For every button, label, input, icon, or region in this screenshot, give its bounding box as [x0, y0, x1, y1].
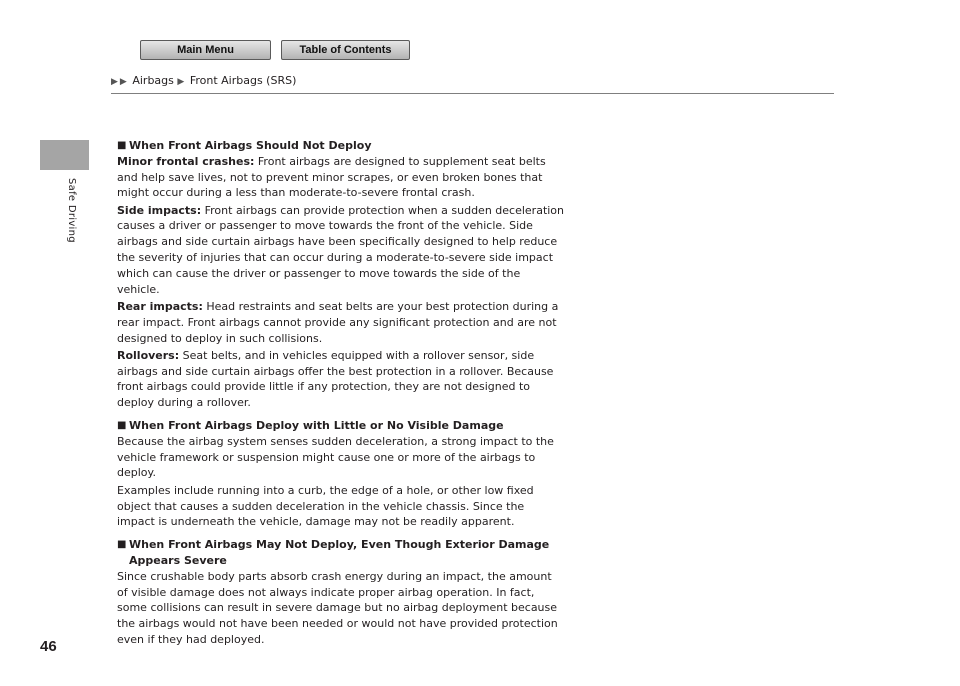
table-of-contents-button[interactable]: Table of Contents [281, 40, 410, 60]
term-label: Rollovers: [117, 348, 180, 362]
breadcrumb [111, 74, 296, 87]
paragraph [117, 348, 565, 411]
paragraph: Because the airbag system senses sudden deceleration, a strong impact to the vehicle framework or suspension might cause one or more of the airbags to deploy. [117, 434, 554, 480]
breadcrumb-arrow-icon: ▶ [111, 77, 118, 87]
paragraph: Since crushable body parts absorb crash energy during an impact, the amount of visible damage does not always indicate proper airbag operation. In fact, some collisions can result in severe damage but no airbag deployment because the airbags would not have been needed or would not have provided protection even if they had deployed. [117, 569, 558, 646]
breadcrumb-arrow-icon: ▶ [119, 77, 127, 87]
paragraph [117, 154, 565, 201]
breadcrumb-arrow-icon: ▶ [177, 77, 185, 87]
breadcrumb-item-airbags[interactable]: Airbags [132, 74, 174, 87]
square-bullet-icon: ■ [117, 420, 127, 432]
section-heading-text: When Front Airbags Deploy with Little or No Visible Damage [129, 419, 504, 433]
square-bullet-icon: ■ [117, 539, 127, 551]
section-label: Safe Driving [66, 178, 77, 243]
section-heading-text: When Front Airbags May Not Deploy, Even Though Exterior Damage Appears Severe [129, 538, 550, 567]
paragraph-text: Front airbags are designed to supplement seat belts and help save lives, not to prevent minor scrapes, or even broken bones that might occur during a less than moderate-to-severe frontal crash. [117, 154, 546, 200]
term-label: Rear impacts: [117, 299, 203, 313]
term-label: Side impacts: [117, 203, 202, 217]
main-menu-button[interactable]: Main Menu [140, 40, 271, 60]
main-content [117, 138, 565, 649]
paragraph: Examples include running into a curb, the edge of a hole, or other low fixed object that causes a sudden deceleration in the vehicle chassis. Since the impact is underneath the vehicle, damage may not be readily apparent. [117, 483, 534, 529]
header-divider [111, 93, 834, 94]
term-label: Minor frontal crashes: [117, 154, 255, 168]
paragraph [117, 299, 565, 346]
paragraph [117, 203, 565, 298]
page-number: 46 [40, 638, 57, 655]
section-heading [117, 418, 565, 434]
paragraph-text: Head restraints and seat belts are your best protection during a rear impact. Front airbags cannot provide any significant protection and are not designed to deploy in such collisions. [117, 299, 559, 345]
square-bullet-icon: ■ [117, 140, 127, 151]
paragraph-text: Seat belts, and in vehicles equipped with a rollover sensor, side airbags and side curtain airbags offer the best protection in a rollover. Because front airbags could provide little if any protection, they are not designed to deploy during a rollover. [117, 348, 554, 410]
breadcrumb-item-front-airbags: Front Airbags (SRS) [189, 74, 297, 87]
section-heading [117, 138, 565, 154]
section-tab-marker [40, 140, 89, 170]
section-heading [117, 537, 565, 569]
section-heading-text: When Front Airbags Should Not Deploy [129, 139, 372, 152]
paragraph-text: Front airbags can provide protection when a sudden deceleration causes a driver or passenger to move towards the front of the vehicle. Side airbags and side curtain airbags have been specifically designed to help reduce the severity of injuries that can occur during a moderate-to-severe side impact which can cause the driver or passenger to move towards the side of the vehicle. [117, 203, 565, 296]
